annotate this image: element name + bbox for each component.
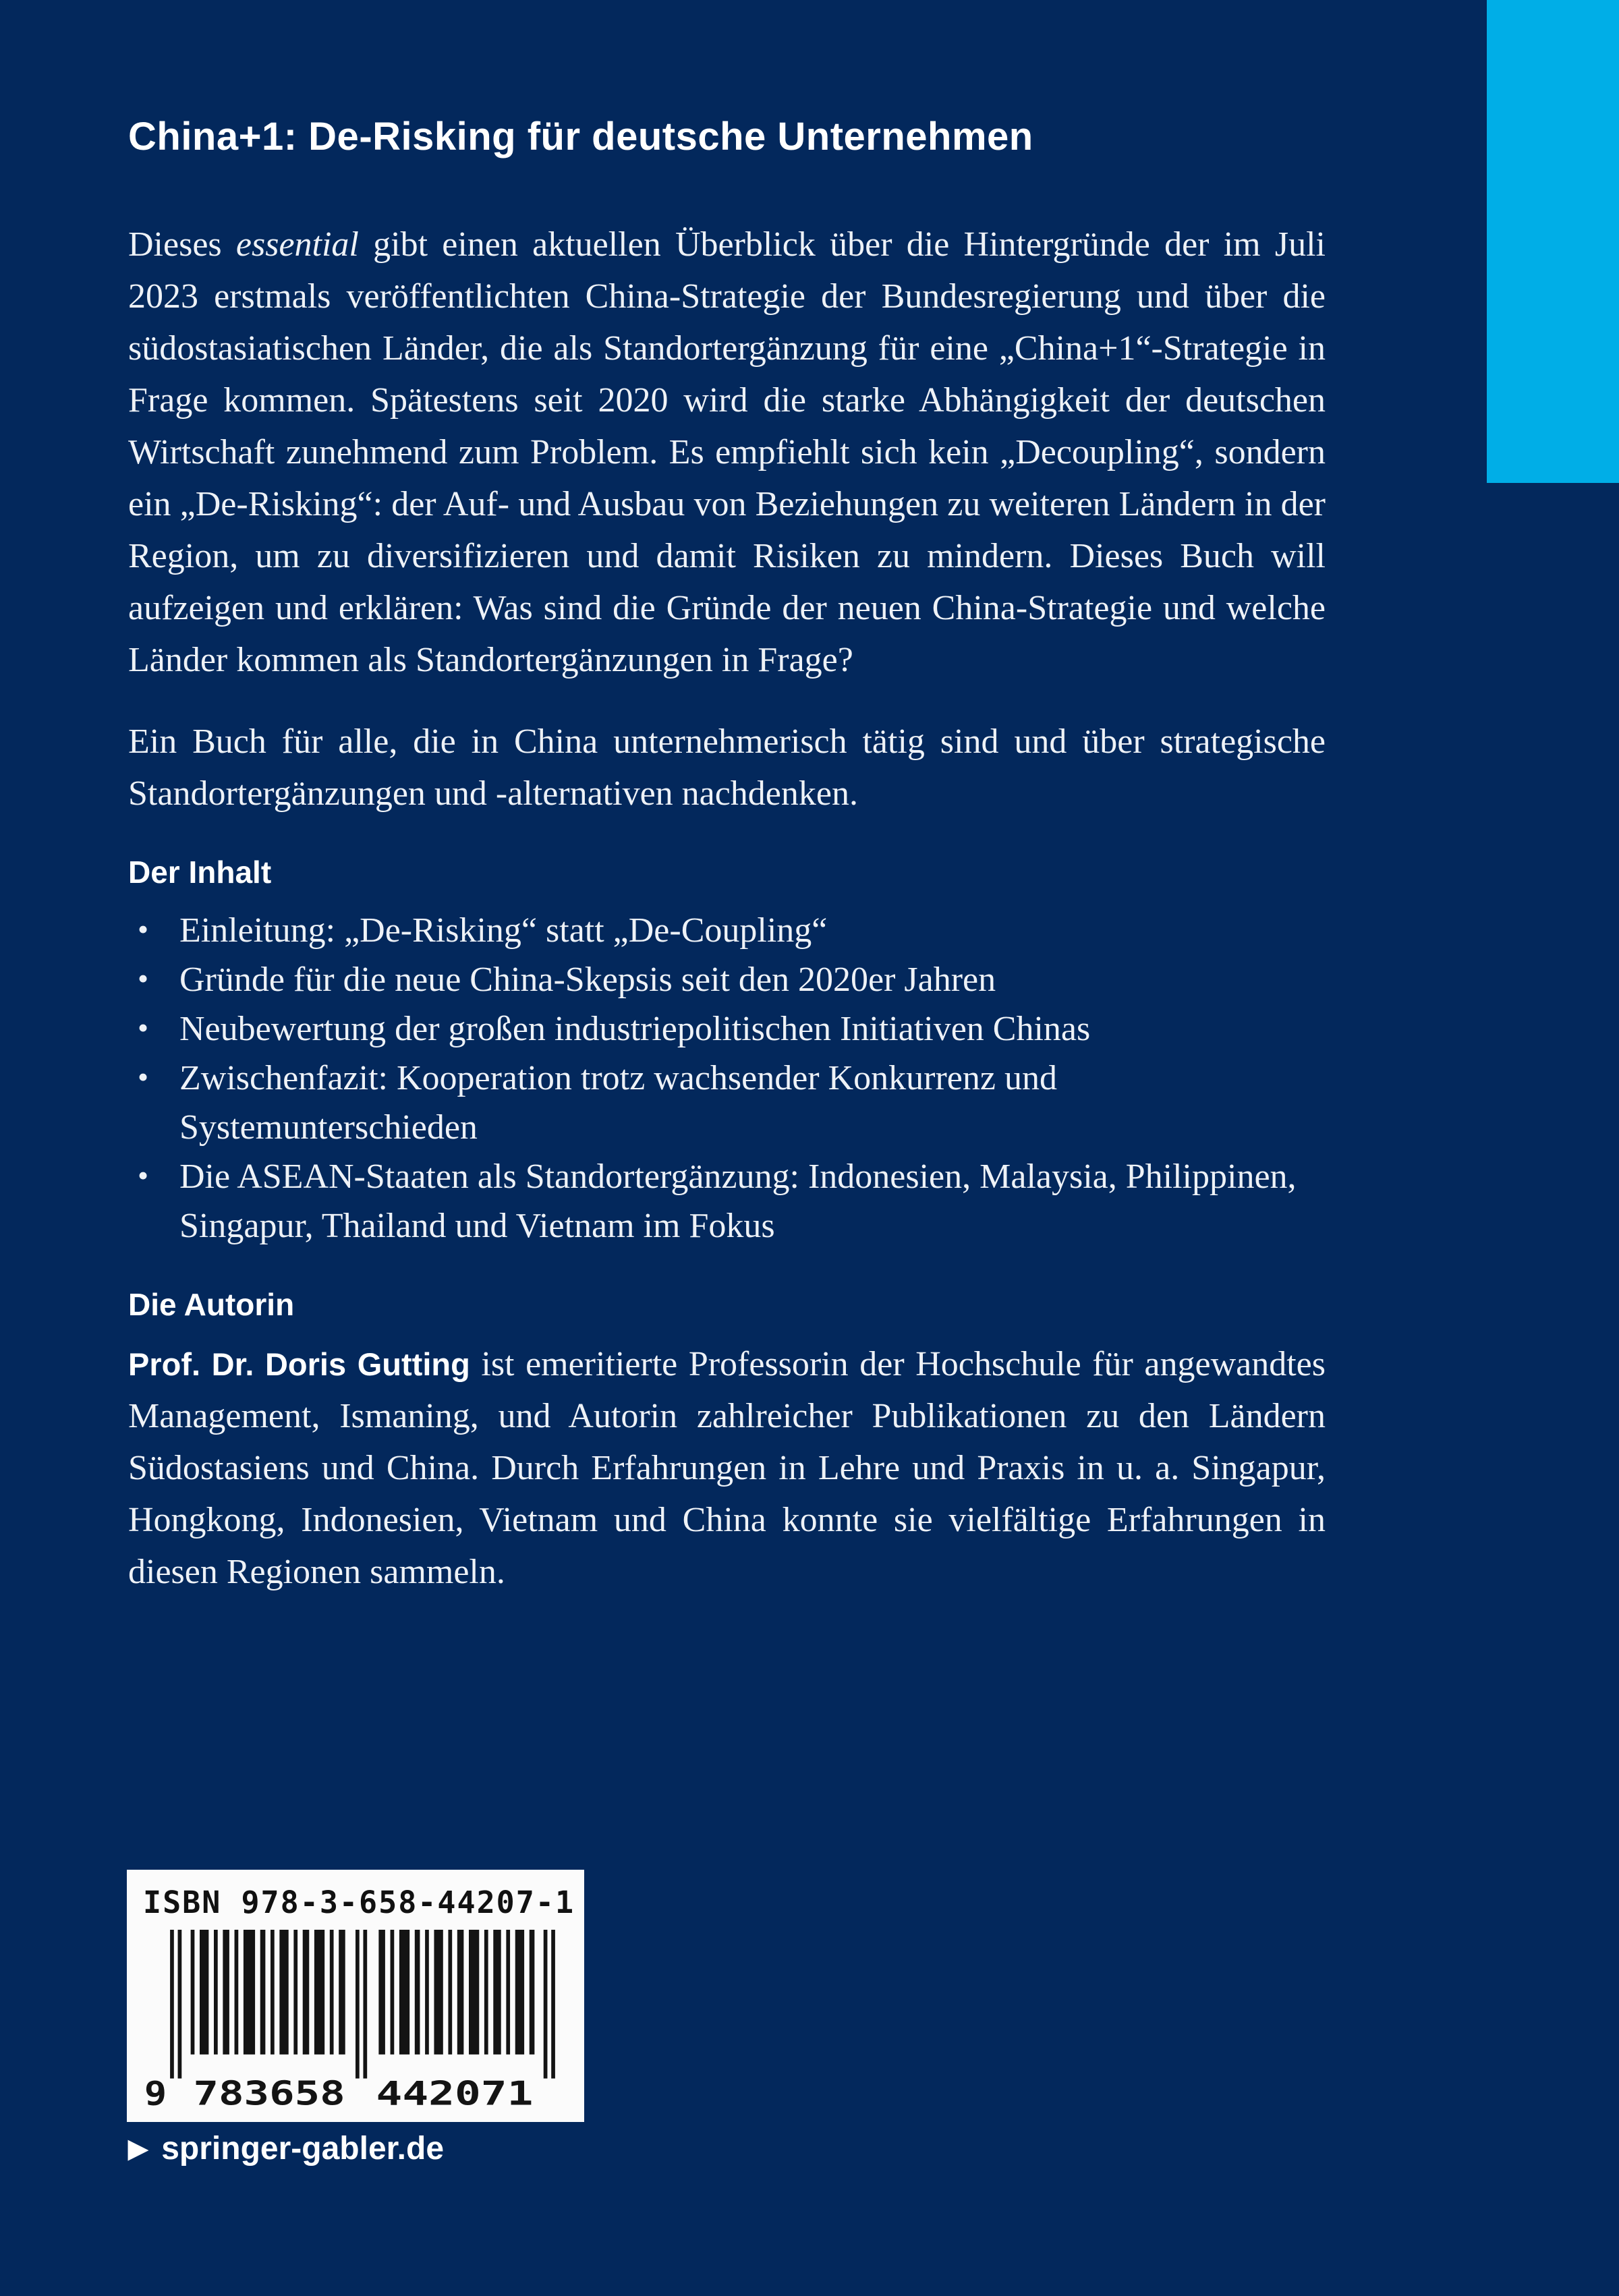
contents-item: • Die ASEAN-Staaten als Standortergänzung: Indonesien, Malaysia, Philippinen, Singapur, Thailand und Vietnam im Fokus — [128, 1152, 1326, 1251]
intro-essential-italic: essential — [235, 225, 359, 264]
barcode-digits-left: 783658 — [193, 2074, 345, 2111]
triangle-arrow-icon: ▶ — [128, 2134, 148, 2163]
contents-item: • Zwischenfazit: Kooperation trotz wachsender Konkurrenz und Systemunterschieden — [128, 1054, 1326, 1152]
author-heading: Die Autorin — [128, 1287, 295, 1322]
author-name: Prof. Dr. Doris Gutting — [128, 1346, 470, 1382]
author-bio-paragraph — [128, 1338, 1326, 1598]
contents-item: • Neubewertung der großen industriepolitischen Initiativen Chinas — [128, 1004, 1326, 1054]
publisher-website: springer-gabler.de — [161, 2131, 445, 2166]
cover-text-column — [128, 113, 1326, 1598]
intro-body-text: gibt einen aktuellen Überblick über die Hintergründe der im Juli 2023 erstmals veröffentlichten China-Strategie der Bundesregierung und über die südostasiatischen Länder, die als Standortergänzung für eine „China+1“-Strategie in Frage kommen. Spätestens seit 2020 wird die starke Abhängigkeit der deutschen Wirtschaft zunehmend zum Problem. Es empfiehlt sich kein „Decoupling“, sondern ein „De-Risking“: der Auf- und Ausbau von Beziehungen zu weiteren Ländern in der Region, um zu diversifizieren und damit Risiken zu mindern. Dieses Buch will aufzeigen und erklären: Was sind die Gründe der neuen China-Strategie und welche Länder kommen als Standortergänzungen in Frage? — [128, 225, 1326, 679]
contents-item: • Einleitung: „De-Risking“ statt „De-Coupling“ — [128, 906, 1326, 955]
cyan-accent-block — [1487, 0, 1619, 483]
contents-list — [128, 906, 1326, 1251]
isbn-barcode-panel — [127, 1870, 584, 2122]
ean13-barcode — [143, 1930, 568, 2111]
contents-heading: Der Inhalt — [128, 855, 272, 890]
publisher-footer — [128, 2130, 444, 2167]
barcode-digits-right: 442071 — [376, 2074, 534, 2111]
book-title: China+1: De-Risking für deutsche Unternehmen — [128, 115, 1033, 159]
isbn-label: ISBN 978-3-658-44207-1 — [143, 1885, 575, 1920]
author-bio-text: ist emeritierte Professorin der Hochschule für angewandtes Management, Ismaning, und Autorin zahlreicher Publikationen zu den Ländern Südostasiens und China. Durch Erfahrungen in Lehre und Praxis in u. a. Singapur, Hongkong, Indonesien, Vietnam und China konnte sie vielfältige Erfahrungen in diesen Regionen sammeln. — [128, 1345, 1326, 1591]
intro-paragraph — [128, 219, 1326, 686]
intro-lead-word: Dieses — [128, 225, 222, 264]
barcode-digit-lead: 9 — [144, 2074, 167, 2111]
contents-item: • Gründe für die neue China-Skepsis seit den 2020er Jahren — [128, 955, 1326, 1004]
audience-paragraph: Ein Buch für alle, die in China unternehmerisch tätig sind und über strategische Standortergänzungen und -alternativen nachdenken. — [128, 722, 1326, 813]
